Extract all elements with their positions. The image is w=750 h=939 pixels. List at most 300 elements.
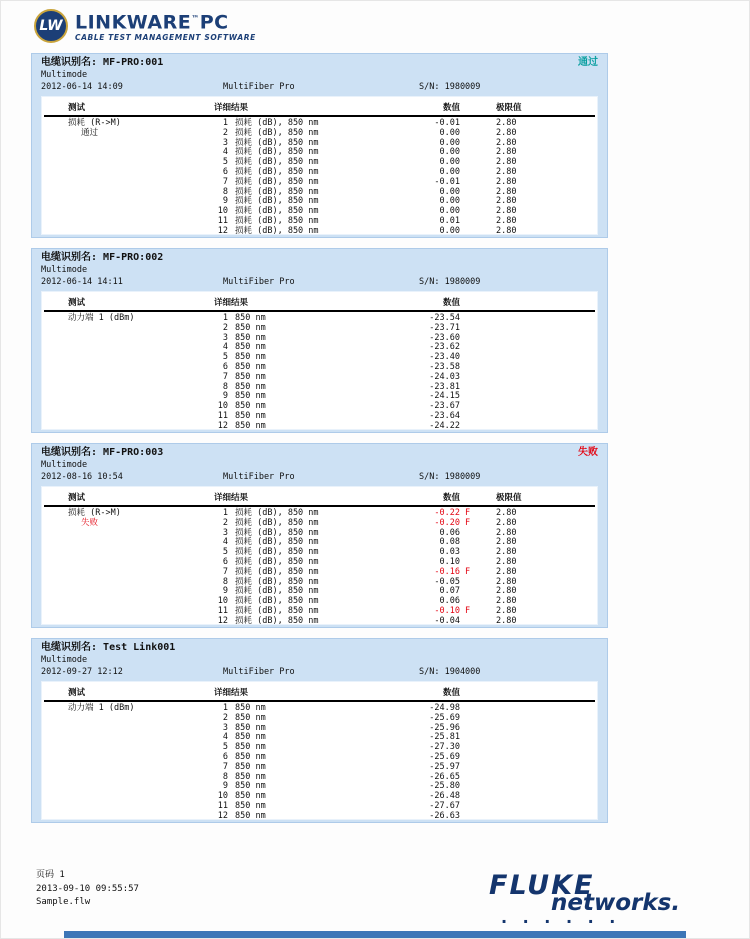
limit-value: 2.80 <box>496 556 517 567</box>
fail-flag: F <box>465 508 471 518</box>
measured-value: -0.10 F <box>434 605 471 616</box>
measured-value: 0.08 <box>439 537 460 548</box>
detail-result: 850 nm <box>235 781 266 792</box>
cable-id-label: 电缆识别名: <box>41 252 104 263</box>
brand-name: LINKWARE <box>75 11 192 34</box>
measured-value: -24.22 <box>429 420 460 431</box>
test-name-spacer <box>44 188 212 198</box>
col-header-value: 数值 <box>442 493 460 503</box>
cable-id-line <box>41 251 163 265</box>
fail-flag: F <box>465 517 471 528</box>
measured-value: 0.00 <box>439 147 460 158</box>
report-section <box>31 53 608 238</box>
table-row <box>44 412 595 422</box>
test-name: 动力端 1 (dBm) <box>68 313 135 323</box>
detail-result: 损耗 (dB), 850 nm <box>235 118 319 128</box>
cable-id-line <box>41 56 163 70</box>
test-name-spacer <box>44 812 212 822</box>
table-header-row <box>44 101 595 117</box>
test-name-spacer <box>44 402 212 412</box>
cable-id-line <box>41 446 163 460</box>
detail-result: 损耗 (dB), 850 nm <box>235 517 319 528</box>
measured-value: -27.30 <box>429 742 460 753</box>
fiber-index: 10 <box>217 206 228 217</box>
col-header-test: 测试 <box>68 688 86 698</box>
table-row <box>44 334 595 344</box>
detail-result: 损耗 (dB), 850 nm <box>235 166 319 177</box>
measured-value: 0.00 <box>439 186 460 197</box>
detail-result: 损耗 (dB), 850 nm <box>235 576 319 587</box>
fiber-index: 4 <box>222 342 228 353</box>
detail-result: 损耗 (dB), 850 nm <box>235 206 319 217</box>
test-name-spacer <box>44 168 212 178</box>
measured-value: -24.15 <box>429 391 460 402</box>
table-row <box>44 792 595 802</box>
test-name-spacer <box>44 334 212 344</box>
results-table <box>41 486 598 625</box>
fiber-index: 3 <box>222 332 228 343</box>
measured-value: -0.05 <box>434 576 460 587</box>
test-name-spacer <box>44 782 212 792</box>
limit-value: 2.80 <box>496 166 517 177</box>
measured-value: -26.65 <box>429 771 460 782</box>
table-row <box>44 617 595 627</box>
detail-result: 850 nm <box>235 751 266 762</box>
test-name-spacer <box>44 373 212 383</box>
measured-value: 0.00 <box>439 157 460 168</box>
report-section <box>31 638 608 823</box>
table-row <box>44 402 595 412</box>
fiber-index: 11 <box>217 800 228 811</box>
fiber-index: 6 <box>222 361 228 372</box>
detail-result: 850 nm <box>235 800 266 811</box>
table-row <box>44 763 595 773</box>
measured-value: -25.69 <box>429 751 460 762</box>
serial-number: S/N: 1980009 <box>419 277 481 287</box>
detail-result: 850 nm <box>235 332 266 343</box>
measured-value: 0.00 <box>439 225 460 236</box>
fiber-index: 5 <box>222 742 228 753</box>
fiber-index: 2 <box>222 517 228 528</box>
measured-value: -25.69 <box>429 712 460 723</box>
test-name-spacer <box>44 607 212 617</box>
test-name-spacer <box>44 548 212 558</box>
limit-value: 2.80 <box>496 615 517 626</box>
detail-result: 损耗 (dB), 850 nm <box>235 137 319 148</box>
detail-result: 850 nm <box>235 761 266 772</box>
section-meta-row <box>41 666 598 681</box>
source-filename: Sample.flw <box>36 897 91 907</box>
results-table <box>41 291 598 430</box>
detail-result: 损耗 (dB), 850 nm <box>235 157 319 168</box>
measured-value: 0.00 <box>439 166 460 177</box>
measured-value: 0.07 <box>439 586 460 597</box>
test-name-spacer <box>44 412 212 422</box>
brand-block <box>75 9 256 42</box>
test-name-spacer <box>44 617 212 627</box>
cable-id-line <box>41 641 175 655</box>
fiber-index: 4 <box>222 537 228 548</box>
test-name: 损耗 (R->M) <box>68 508 121 518</box>
limit-value: 2.80 <box>496 537 517 548</box>
test-name-spacer <box>44 343 212 353</box>
test-name-spacer <box>44 217 212 227</box>
fiber-index: 6 <box>222 556 228 567</box>
test-name-spacer <box>44 392 212 402</box>
fiber-index: 3 <box>222 137 228 148</box>
footer-info <box>36 869 139 910</box>
section-header-row <box>41 641 598 655</box>
detail-result: 损耗 (dB), 850 nm <box>235 537 319 548</box>
table-row <box>44 422 595 432</box>
limit-value: 2.80 <box>496 157 517 168</box>
table-row <box>44 353 595 363</box>
page-number: 页码 1 <box>36 870 65 880</box>
measured-value: -0.01 <box>434 176 460 187</box>
fiber-index: 2 <box>222 322 228 333</box>
test-name-spacer <box>44 714 212 724</box>
detail-result: 850 nm <box>235 313 266 323</box>
measured-value: 0.06 <box>439 596 460 607</box>
fiber-index: 4 <box>222 147 228 158</box>
limit-value: 2.80 <box>496 127 517 138</box>
serial-number: S/N: 1980009 <box>419 82 481 92</box>
fiber-index: 9 <box>222 781 228 792</box>
measured-value: -23.71 <box>429 322 460 333</box>
serial-number: S/N: 1980009 <box>419 472 481 482</box>
table-row <box>44 704 595 714</box>
detail-result: 损耗 (dB), 850 nm <box>235 547 319 558</box>
test-name-spacer <box>44 353 212 363</box>
brand-title <box>75 9 256 32</box>
detail-result: 850 nm <box>235 712 266 723</box>
test-name-spacer <box>44 558 212 568</box>
measured-value: 0.10 <box>439 556 460 567</box>
measured-value: 0.00 <box>439 127 460 138</box>
fiber-index: 3 <box>222 527 228 538</box>
test-name-spacer <box>44 207 212 217</box>
test-name-spacer <box>44 139 212 149</box>
report-section <box>31 443 608 628</box>
test-name-spacer <box>44 538 212 548</box>
col-header-test: 测试 <box>68 103 86 113</box>
fiber-index: 11 <box>217 215 228 226</box>
section-header-row <box>41 251 598 265</box>
detail-result: 850 nm <box>235 791 266 802</box>
fiber-index: 12 <box>217 615 228 626</box>
linkware-logo-icon: LW <box>34 9 68 43</box>
table-row <box>44 724 595 734</box>
detail-result: 损耗 (dB), 850 nm <box>235 615 319 626</box>
table-row <box>44 782 595 792</box>
limit-value: 2.80 <box>496 186 517 197</box>
fiber-index: 5 <box>222 547 228 558</box>
limit-value: 2.80 <box>496 508 517 518</box>
fluke-logo-text: FLUKE <box>489 870 595 901</box>
test-name-spacer <box>44 568 212 578</box>
test-name-spacer <box>44 587 212 597</box>
fail-flag: F <box>465 566 471 577</box>
results-table <box>41 681 598 820</box>
test-name-spacer <box>44 529 212 539</box>
table-row <box>44 714 595 724</box>
test-name-spacer <box>44 363 212 373</box>
measured-value: -23.81 <box>429 381 460 392</box>
cable-id-value: Test Link001 <box>103 642 176 653</box>
fiber-index: 9 <box>222 196 228 207</box>
test-name-spacer <box>44 324 212 334</box>
detail-result: 850 nm <box>235 361 266 372</box>
fiber-index: 4 <box>222 732 228 743</box>
measured-value: -25.96 <box>429 722 460 733</box>
test-datetime: 2012-06-14 14:09 <box>41 82 123 92</box>
measured-value: -23.40 <box>429 352 460 363</box>
overall-status-badge: 失败 <box>578 447 598 458</box>
fiber-index: 6 <box>222 751 228 762</box>
measured-value: -26.63 <box>429 810 460 821</box>
test-name-spacer <box>44 178 212 188</box>
test-datetime: 2012-08-16 10:54 <box>41 472 123 482</box>
fiber-index: 10 <box>217 401 228 412</box>
table-row <box>44 373 595 383</box>
report-list <box>31 53 608 833</box>
col-header-test: 测试 <box>68 493 86 503</box>
limit-value: 2.80 <box>496 517 517 528</box>
networks-logo-text: networks. <box>551 890 681 916</box>
section-meta-row <box>41 81 598 96</box>
limit-value: 2.80 <box>496 176 517 187</box>
measured-value: -0.04 <box>434 615 460 626</box>
col-header-value: 数值 <box>442 688 460 698</box>
detail-result: 损耗 (dB), 850 nm <box>235 147 319 158</box>
fiber-index: 8 <box>222 771 228 782</box>
measured-value: -0.16 F <box>434 566 471 577</box>
test-name-spacer <box>44 743 212 753</box>
fiber-mode: Multimode <box>41 655 88 665</box>
test-name-spacer <box>44 597 212 607</box>
section-header-row <box>41 56 598 70</box>
test-name-spacer <box>44 802 212 812</box>
test-name-spacer <box>44 753 212 763</box>
test-datetime: 2012-09-27 12:12 <box>41 667 123 677</box>
measured-value: -0.01 <box>434 118 460 128</box>
detail-result: 850 nm <box>235 410 266 421</box>
detail-result: 损耗 (dB), 850 nm <box>235 176 319 187</box>
fluke-logo-dots: . . . . . . <box>501 908 621 927</box>
measured-value: -24.98 <box>429 703 460 713</box>
instrument-name: MultiFiber Pro <box>223 667 295 677</box>
detail-result: 损耗 (dB), 850 nm <box>235 196 319 207</box>
fluke-networks-logo <box>489 870 681 927</box>
fiber-index: 10 <box>217 791 228 802</box>
fiber-index: 12 <box>217 225 228 236</box>
cable-id-value: MF-PRO:002 <box>103 252 164 263</box>
detail-result: 损耗 (dB), 850 nm <box>235 605 319 616</box>
instrument-name: MultiFiber Pro <box>223 82 295 92</box>
detail-result: 850 nm <box>235 703 266 713</box>
detail-result: 850 nm <box>235 420 266 431</box>
fiber-index: 3 <box>222 722 228 733</box>
fiber-index: 2 <box>222 127 228 138</box>
fiber-index: 2 <box>222 712 228 723</box>
fiber-index: 9 <box>222 391 228 402</box>
cable-id-label: 电缆识别名: <box>41 447 104 458</box>
fiber-index: 6 <box>222 166 228 177</box>
detail-result: 850 nm <box>235 342 266 353</box>
table-row <box>44 753 595 763</box>
table-row <box>44 743 595 753</box>
print-datetime: 2013-09-10 09:55:57 <box>36 883 139 894</box>
detail-result: 850 nm <box>235 742 266 753</box>
table-row <box>44 733 595 743</box>
col-header-detail: 详细结果 <box>214 688 249 698</box>
table-header-row <box>44 296 595 312</box>
detail-result: 850 nm <box>235 722 266 733</box>
test-status: 失败 <box>81 517 99 528</box>
detail-result: 850 nm <box>235 371 266 382</box>
app-header <box>34 9 256 43</box>
col-header-value: 数值 <box>442 298 460 308</box>
table-header-row <box>44 491 595 507</box>
detail-result: 损耗 (dB), 850 nm <box>235 225 319 236</box>
table-row <box>44 314 595 324</box>
fiber-index: 11 <box>217 410 228 421</box>
measured-value: -25.80 <box>429 781 460 792</box>
detail-result: 850 nm <box>235 810 266 821</box>
fiber-index: 10 <box>217 596 228 607</box>
brand-tagline: CABLE TEST MANAGEMENT SOFTWARE <box>75 33 256 43</box>
col-header-detail: 详细结果 <box>214 103 249 113</box>
fiber-index: 7 <box>222 176 228 187</box>
fiber-index: 8 <box>222 576 228 587</box>
fiber-mode: Multimode <box>41 460 88 470</box>
report-section <box>31 248 608 433</box>
measured-value: -23.60 <box>429 332 460 343</box>
test-name-spacer <box>44 148 212 158</box>
col-header-limit: 极限值 <box>496 493 522 503</box>
limit-value: 2.80 <box>496 596 517 607</box>
measured-value: 0.01 <box>439 215 460 226</box>
detail-result: 850 nm <box>235 732 266 743</box>
test-name-spacer <box>44 422 212 432</box>
test-name-spacer <box>44 227 212 237</box>
measured-value: -27.67 <box>429 800 460 811</box>
measured-value: -0.20 F <box>434 517 471 528</box>
measured-value: 0.03 <box>439 547 460 558</box>
limit-value: 2.80 <box>496 586 517 597</box>
fiber-index: 7 <box>222 371 228 382</box>
fiber-index: 5 <box>222 352 228 363</box>
detail-result: 850 nm <box>235 352 266 363</box>
detail-result: 损耗 (dB), 850 nm <box>235 556 319 567</box>
detail-result: 损耗 (dB), 850 nm <box>235 596 319 607</box>
test-name: 损耗 (R->M) <box>68 118 121 128</box>
detail-result: 损耗 (dB), 850 nm <box>235 127 319 138</box>
table-row <box>44 363 595 373</box>
fiber-index: 1 <box>222 313 228 323</box>
table-row <box>44 343 595 353</box>
test-name: 动力端 1 (dBm) <box>68 703 135 713</box>
fiber-index: 9 <box>222 586 228 597</box>
table-row <box>44 227 595 237</box>
measured-value: -25.81 <box>429 732 460 743</box>
fiber-mode: Multimode <box>41 70 88 80</box>
fiber-index: 1 <box>222 703 228 713</box>
limit-value: 2.80 <box>496 576 517 587</box>
limit-value: 2.80 <box>496 527 517 538</box>
limit-value: 2.80 <box>496 196 517 207</box>
col-header-detail: 详细结果 <box>214 493 249 503</box>
table-row <box>44 392 595 402</box>
measured-value: 0.06 <box>439 527 460 538</box>
instrument-name: MultiFiber Pro <box>223 472 295 482</box>
fiber-index: 7 <box>222 761 228 772</box>
limit-value: 2.80 <box>496 215 517 226</box>
table-header-row <box>44 686 595 702</box>
col-header-detail: 详细结果 <box>214 298 249 308</box>
detail-result: 损耗 (dB), 850 nm <box>235 215 319 226</box>
fiber-mode: Multimode <box>41 265 88 275</box>
fiber-index: 8 <box>222 186 228 197</box>
table-row <box>44 324 595 334</box>
fiber-index: 1 <box>222 508 228 518</box>
limit-value: 2.80 <box>496 147 517 158</box>
col-header-value: 数值 <box>442 103 460 113</box>
measured-value: 0.00 <box>439 137 460 148</box>
limit-value: 2.80 <box>496 605 517 616</box>
test-name-spacer <box>44 763 212 773</box>
detail-result: 损耗 (dB), 850 nm <box>235 586 319 597</box>
test-datetime: 2012-06-14 14:11 <box>41 277 123 287</box>
trademark-symbol: ™ <box>191 14 200 23</box>
test-name-spacer <box>44 733 212 743</box>
table-row <box>44 773 595 783</box>
test-name-spacer <box>44 724 212 734</box>
measured-value: -0.22 F <box>434 508 471 518</box>
measured-value: -24.03 <box>429 371 460 382</box>
measured-value: -26.48 <box>429 791 460 802</box>
fiber-index: 8 <box>222 381 228 392</box>
limit-value: 2.80 <box>496 118 517 128</box>
measured-value: 0.00 <box>439 206 460 217</box>
col-header-limit: 极限值 <box>496 103 522 113</box>
cable-id-label: 电缆识别名: <box>41 57 104 68</box>
col-header-test: 测试 <box>68 298 86 308</box>
detail-result: 850 nm <box>235 401 266 412</box>
limit-value: 2.80 <box>496 206 517 217</box>
test-name-spacer <box>44 383 212 393</box>
fiber-index: 12 <box>217 420 228 431</box>
measured-value: -23.62 <box>429 342 460 353</box>
table-row <box>44 812 595 822</box>
detail-result: 损耗 (dB), 850 nm <box>235 566 319 577</box>
limit-value: 2.80 <box>496 225 517 236</box>
table-row <box>44 802 595 812</box>
test-status: 通过 <box>81 127 99 138</box>
fiber-index: 11 <box>217 605 228 616</box>
instrument-name: MultiFiber Pro <box>223 277 295 287</box>
fail-flag: F <box>465 605 471 616</box>
detail-result: 850 nm <box>235 771 266 782</box>
detail-result: 损耗 (dB), 850 nm <box>235 186 319 197</box>
section-header-row <box>41 446 598 460</box>
fiber-index: 5 <box>222 157 228 168</box>
overall-status-badge: 通过 <box>578 57 598 68</box>
test-name-spacer <box>44 578 212 588</box>
section-meta-row <box>41 276 598 291</box>
cable-id-value: MF-PRO:003 <box>103 447 164 458</box>
measured-value: 0.00 <box>439 196 460 207</box>
